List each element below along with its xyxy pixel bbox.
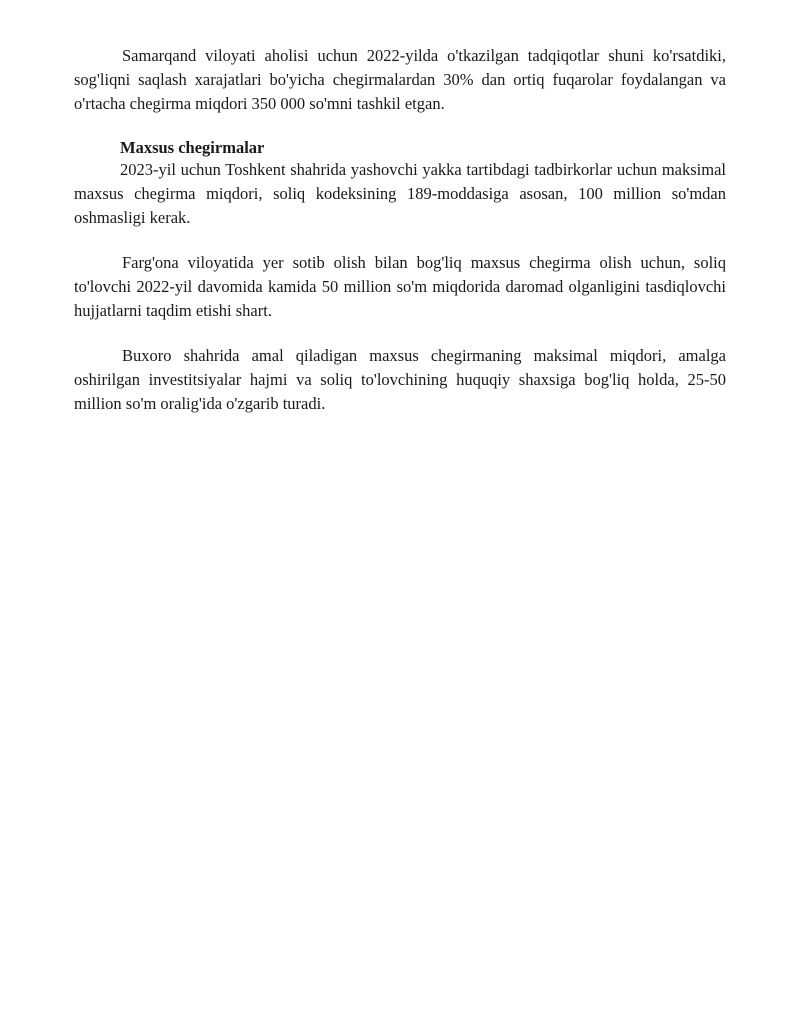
paragraph-bukhara: Buxoro shahrida amal qiladigan maxsus chegirmaning maksimal miqdori, amalga oshirilgan investitsiyalar hajmi va soliq to'lovchining huquqiy shaxsiga bog'liq holda, 25-50 million so'm oralig'ida o'zgarib turadi. <box>74 346 726 413</box>
document-body <box>74 44 726 416</box>
section-heading: Maxsus chegirmalar <box>120 138 265 157</box>
paragraph-fergana: Farg'ona viloyatida yer sotib olish bilan bog'liq maxsus chegirma olish uchun, soliq to'lovchi 2022-yil davomida kamida 50 million so'm miqdorida daromad olganligini tasdiqlovchi hujjatlarni taqdim etishi shart. <box>74 253 726 320</box>
intro-paragraph: Samarqand viloyati aholisi uchun 2022-yilda o'tkazilgan tadqiqotlar shuni ko'rsatdiki, sog'liqni saqlash xarajatlari bo'yicha chegirmalardan 30% dan ortiq fuqarolar foydalangan va o'rtacha chegirma miqdori 350 000 so'mni tashkil etgan. <box>74 46 726 113</box>
paragraph-tashkent: 2023-yil uchun Toshkent shahrida yashovchi yakka tartibdagi tadbirkorlar uchun maksimal maxsus chegirma miqdori, soliq kodeksining 189-moddasiga asosan, 100 million so'mdan oshmasligi kerak. <box>74 160 726 227</box>
